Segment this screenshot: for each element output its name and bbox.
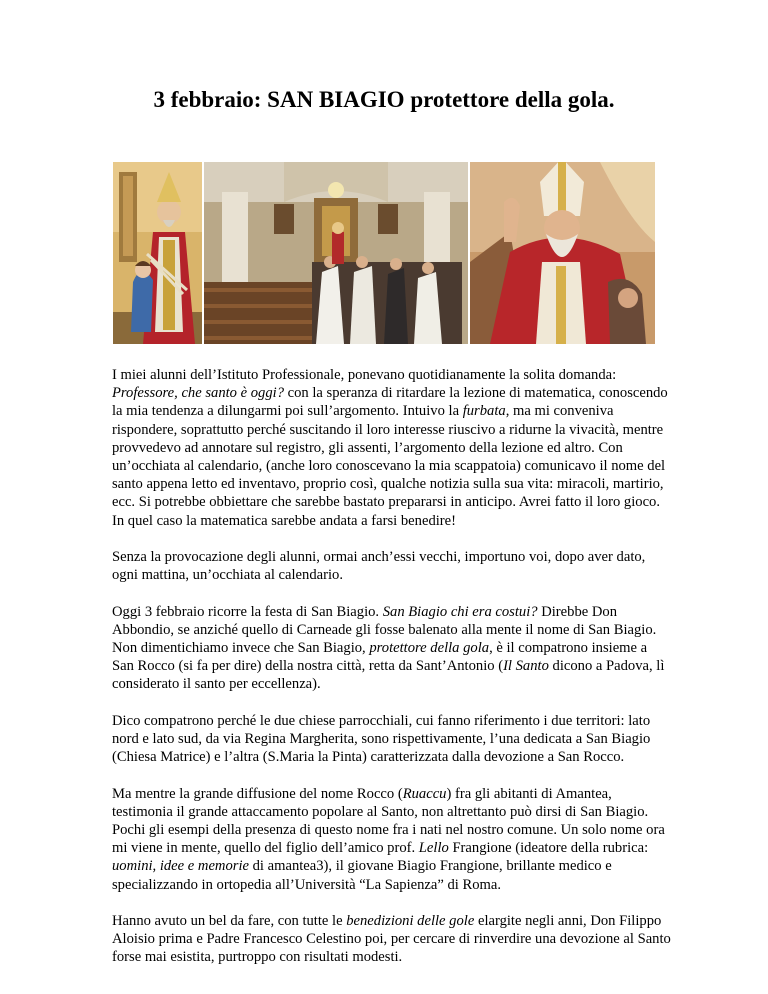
text-run: di amantea3), il giovane Biagio Frangione, brillante medico e specializzando in ortopedia all’Università “La Sapienza” di Roma. — [112, 858, 612, 893]
italic-text: uomini, idee e memorie — [112, 858, 249, 875]
italic-text: Lello — [418, 840, 449, 857]
italic-text: Il Santo — [503, 658, 549, 675]
paragraph-p6 — [112, 912, 672, 967]
text-run: Senza la provocazione degli alunni, ormai anch’essi vecchi, importuno voi, dopo aver dato, ogni mattina, un’occhiata al calendario. — [112, 549, 646, 584]
text-run: con la speranza di ritardare la lezione di matematica, conoscendo la mia tendenza a dilungarmi poi sull’argomento. Intuivo la — [112, 385, 668, 420]
italic-text: benedizioni delle gole — [346, 913, 475, 930]
italic-text: protettore della gola — [369, 640, 490, 657]
paragraph-p4 — [112, 712, 672, 767]
text-run: Oggi 3 febbraio ricorre la festa di San Biagio. — [112, 603, 383, 620]
text-run: Hanno avuto un bel da fare, con tutte le — [112, 913, 347, 930]
text-run: Ma mentre la grande diffusione del nome Rocco ( — [112, 785, 403, 802]
italic-text: furbata — [462, 403, 506, 420]
text-run: , ma mi conveniva rispondere, soprattutto perché suscitando il loro interesse riuscivo a ridurne la vivacità, mentre provvedevo ad annotare sul registro, gli assenti, l’argomento della lezione ed altro. Con un’occhiata al calendario, (anche loro conoscevano la mia scappatoia) comunicavo il nome del santo appena letto ed inventavo, proprio così, qualche notizia sulla sua vita: miracoli, martirio, ecc. Si potrebbe obbiettare che sarebbe bastato prepararsi in anticipo. Avrei fatto il loro gioco. In quel caso la matematica sarebbe andata a farsi benedire! — [112, 403, 666, 529]
paragraph-p1 — [112, 366, 672, 530]
saint-blaise-blessing-child-illustration — [113, 162, 202, 344]
text-run: , è il compatrono insieme a San Rocco (si fa per dire) della nostra città, retta da Sant’Antonio ( — [112, 640, 648, 675]
image-strip — [113, 162, 655, 344]
text-run: Direbbe Don Abbondio, se anziché quello di Carneade gli fosse balenato alla mente il nome di San Biagio. Non dimentichiamo invece che San Biagio, — [112, 603, 657, 657]
text-run: Dico compatrono perché le due chiese parrocchiali, cui fanno riferimento i due territori: lato nord e lato sud, da via Regina Margherita, sono rispettivamente, l’una dedicata a San Biagio (Chiesa Matrice) e l’altra (S.Maria la Pinta) caratterizzata dalla devozione a San Rocco. — [112, 712, 651, 766]
italic-text: Ruaccu — [402, 785, 447, 802]
page-title: 3 febbraio: SAN BIAGIO protettore della gola. — [153, 87, 615, 112]
text-run: ) fra gli abitanti di Amantea, testimonia il grande attaccamento popolare al Santo, non altrettanto può dirsi di San Biagio. Pochi gli esempi della presenza di questo nome fra i nati nel nostro comune. Un solo nome ora mi viene in mente, quello del figlio dell’amico prof. — [112, 785, 665, 857]
saint-blaise-painting — [470, 162, 655, 344]
text-run: Frangione (ideatore della rubrica: — [448, 840, 649, 857]
paragraph-p3 — [112, 603, 672, 694]
text-run: I miei alunni dell’Istituto Professionale, ponevano quotidianamente la solita domanda: — [112, 367, 617, 383]
text-run: dicono a Padova, lì considerato il santo per eccellenza). — [112, 658, 665, 693]
italic-text: Professore, che santo è oggi? — [112, 385, 284, 402]
paragraph-p5 — [112, 785, 672, 894]
italic-text: San Biagio chi era costui? — [382, 603, 538, 620]
church-procession-photo — [204, 162, 468, 344]
text-run: elargite negli anni, Don Filippo Aloisio prima e Padre Francesco Celestino poi, per cercare di rinverdire una devozione al Santo forse mai esistita, purtroppo con risultati modesti. — [112, 913, 671, 966]
paragraph-p2 — [112, 548, 672, 584]
article-body — [112, 366, 672, 985]
